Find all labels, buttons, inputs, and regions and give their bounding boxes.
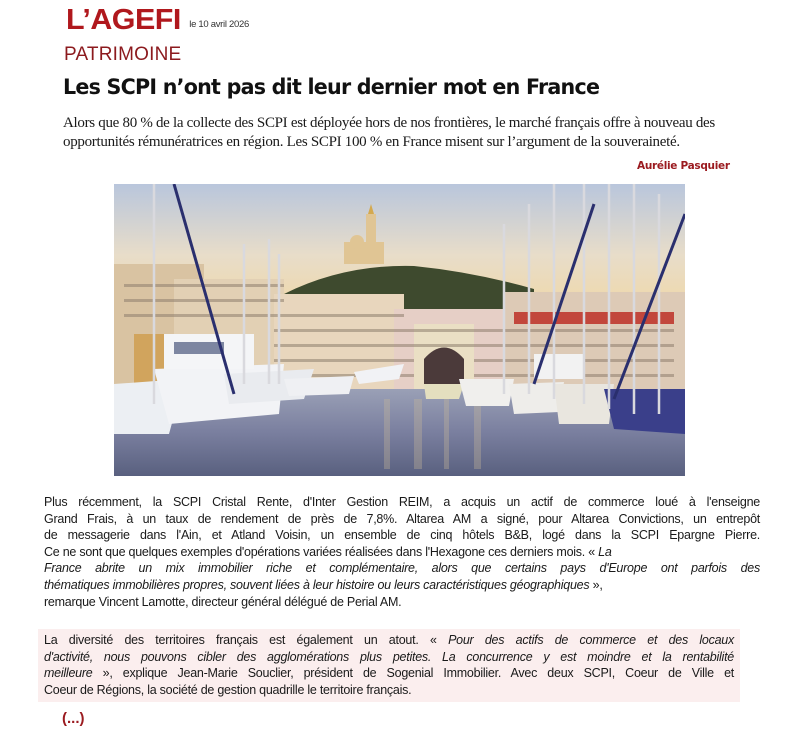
paragraph-line: Plus récemment, la SCPI Cristal Rente, d'Inter Gestion REIM, a acquis un actif de commerce loué à l'enseigne xyxy=(44,495,760,509)
paragraph-line xyxy=(44,649,734,666)
paragraph-line xyxy=(44,665,734,682)
article-title: Les SCPI n’ont pas dit leur dernier mot en France xyxy=(63,75,600,100)
continuation-marker: (...) xyxy=(62,710,85,727)
agefi-logo: L’AGEFI xyxy=(66,4,181,36)
article-paragraph-2 xyxy=(44,632,734,698)
article-photo xyxy=(114,184,685,476)
quote-text: France abrite un mix immobilier riche et complémentaire, alors que certains pays d'Europe ont parfois des xyxy=(44,561,760,576)
quote-text: d'activité, nous pouvons cibler des agglomérations plus petites. La concurrence y est moindre et la rentabilité xyxy=(44,649,734,664)
paragraph-line xyxy=(44,632,734,649)
quote-text: La xyxy=(598,544,612,559)
publication-date: le 10 avril 2026 xyxy=(189,19,249,30)
quote-text: meilleure xyxy=(44,666,93,681)
marseille-port-illustration xyxy=(114,184,685,476)
quote-text: thématiques immobilières propres, souvent liées à leur histoire ou leurs caractéristiques géographiques xyxy=(44,577,590,592)
article-author: Aurélie Pasquier xyxy=(637,160,730,172)
paragraph-text: Ce ne sont que quelques exemples d'opérations variées réalisées dans l'Hexagone ces derniers mois. « xyxy=(44,544,599,559)
paragraph-line: de messagerie dans l'Ain, et Atland Voisin, un ensemble de cinq hôtels B&B, logé dans la SCPI Epargne Pierre. xyxy=(44,528,760,543)
paragraph-text: », xyxy=(589,577,603,592)
quote-text: Pour des actifs de commerce et des locaux xyxy=(448,633,734,647)
article-paragraph-1 xyxy=(44,494,760,610)
paragraph-line xyxy=(44,577,760,594)
paragraph-text: La diversité des territoires français est également un atout. « xyxy=(44,633,449,647)
paragraph-line: Grand Frais, à un taux de rendement de près de 7,8%. Altarea AM a signé, pour Altarea Convictions, un entrepôt xyxy=(44,511,760,526)
paragraph-line xyxy=(44,544,760,561)
section-rubric: PATRIMOINE xyxy=(64,44,182,65)
paragraph-line: Coeur de Régions, la société de gestion quadrille le territoire français. xyxy=(44,682,412,697)
paragraph-line xyxy=(44,560,760,577)
paragraph-line: remarque Vincent Lamotte, directeur général délégué de Perial AM. xyxy=(44,594,402,609)
article-standfirst: Alors que 80 % de la collecte des SCPI est déployée hors de nos frontières, le marché français offre à nouveau des opportunités rémunératrices en région. Les SCPI 100 % en France misent sur l’argument de la souveraineté. xyxy=(63,115,715,150)
masthead xyxy=(66,4,249,34)
paragraph-text: », explique Jean-Marie Souclier, président de Sogenial Immobilier. Avec deux SCPI, Coeur de Ville et xyxy=(92,666,734,681)
